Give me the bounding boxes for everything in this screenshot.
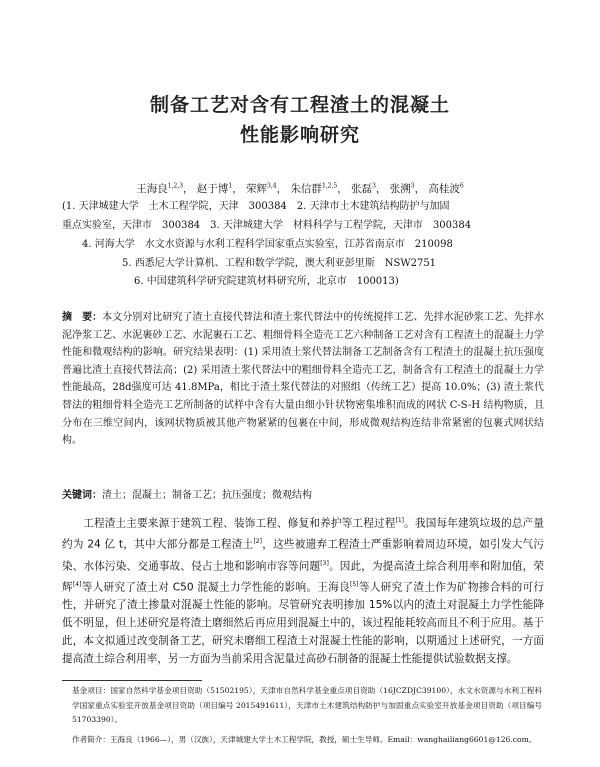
- body-text-segment: 工程渣土主要来源于建筑工程、装饰工程、修复和养护等工程过程: [83, 517, 396, 530]
- affiliation-line: 5. 西悉尼大学计算机、工程和数学学院，澳大利亚彭里斯 NSW2751: [122, 258, 437, 269]
- citation: [3]: [320, 559, 329, 567]
- citation: [2]: [253, 538, 262, 546]
- author-affiliation-mark: 3: [410, 182, 415, 190]
- paper-title-line-1: 制备工艺对含有工程渣土的混凝土: [149, 94, 450, 116]
- body-text-segment: 。我国每年建筑垃圾的总产量约为 24 亿 t，其中大部分都是工程渣土: [62, 517, 545, 551]
- author-name: 王海良: [136, 183, 168, 195]
- funding-footnote: 基金项目：国家自然科学基金项目资助（51502195），天津市自然科学基金重点项目资助（16JCZDJC39100），水文水资源与水利工程科学国家重点实验室开放基金项目资助（项目编号 2015491611），天津市土木建筑结构防护与加固重点实验室开放基金项目资助（项目编号 51703390）。: [72, 686, 542, 724]
- author-affiliation-mark: 1,2,5: [321, 182, 338, 190]
- abstract-text: 本文分别对比研究了渣土直接代替法和渣土浆代替法中的传统搅拌工艺、先拌水泥砂浆工艺、先拌水泥净浆工艺、水泥裹砂工艺、水泥裹石工艺、粗细骨料全造壳工艺六种制备工艺对含有工程渣土的混凝土力学性能和微观结构的影响。研究结果表明：(1) 采用渣土浆代替法制备工艺制备含有工程渣土的混凝土抗压强度普遍比渣土直接代替法高；(2) 采用渣土浆代替法中的粗细骨料全造壳工艺，制备含有工程渣土的混凝土力学性能最高，28d强度可达 41.8MPa，相比于渣土浆代替法的对照组（传统工艺）提高 10.0%；(3) 渣土浆代替法的粗细骨料全造壳工艺所制备的试样中含有大量由细小针状物密集堆积而成的网状 C-S-H 结构物质，且分布在三维空间内，该网状物质被其他产物紧紧的包裹在中间，形成微观结构连结非常紧密的包裹式网状结构。: [62, 312, 545, 447]
- keywords: [62, 486, 544, 501]
- intro-paragraph: [62, 512, 544, 669]
- affiliation-line: 重点实验室，天津市 300384 3. 天津城建大学 材料科学与工程学院，天津市 300384: [62, 220, 472, 231]
- author-name: 高桂波: [428, 183, 460, 195]
- citation: [5]: [350, 580, 359, 588]
- affiliation-line: 6. 中国建筑科学研究院建筑材料研究所，北京市 100013): [134, 276, 399, 287]
- body-text-segment: 等人研究了渣土对 C50 混凝土力学性能的影响。王海良: [81, 581, 351, 594]
- keywords-label: 关键词：: [62, 490, 102, 501]
- author-affiliation-mark: 1: [228, 182, 233, 190]
- body-text-segment: 等人研究了渣土作为矿物掺合料的可行性，并研究了渣土掺量对混凝土性能的影响。尽管研究表明掺加 15%以内的渣土对混凝土力学性能降低不明显，但上述研究是将渣土磨细然后再应用到混凝土中的，该过程能耗较高而且不利于应用。基于此，本文拟通过改变制备工艺，研究未磨细工程渣土对混凝土性能的影响，以期通过上述研究，一方面提高渣土综合利用率，另一方面为当前采用含泥量过高砂石制备的混凝土性能提供试验数据支撑。: [62, 581, 544, 665]
- affiliation-line: (1. 天津城建大学 土木工程学院，天津 300384 2. 天津市土木建筑结构防护与加固: [62, 201, 450, 212]
- author-list: 王海良$^{1,2,3}$， 赵于博$^1$， 荣辉$^{3,4}$， 朱信群$^{1,2,5}$， 张磊$^3$， 张溯$^3$， 高桂波$^6$: [136, 182, 464, 195]
- author-name: 荣辉: [246, 183, 268, 195]
- author-affiliation-mark: 3,4: [267, 182, 277, 190]
- author-name: 张磊: [351, 183, 373, 195]
- abstract: [62, 309, 544, 450]
- author-name: 赵于博: [196, 183, 229, 195]
- citation: [4]: [72, 580, 82, 588]
- abstract-label: 摘 要：: [62, 312, 103, 323]
- keywords-text: 渣土；混凝土；制备工艺；抗压强度；微观结构: [102, 490, 312, 501]
- body-text-segment: 。因此，为提高渣土综合利用率和附加值，荣辉: [62, 560, 545, 594]
- body-text-segment: ，这些被遗弃工程渣土严重影响着周边环境，如引发大气污染、水体污染、交通事故、侵占土地和影响市容等问题: [62, 538, 544, 573]
- author-affiliation-mark: 3: [372, 182, 376, 190]
- paper-title-line-2: 性能影响研究: [239, 124, 360, 146]
- author-footnote: 作者简介：王海良（1966—），男（汉族），天津城建大学土木工程学院，教授，硕士生导师。Email：wanghailiang6601@126.com。: [72, 735, 537, 744]
- author-name: 朱信群: [290, 183, 322, 195]
- author-affiliation-mark: 6: [459, 182, 464, 190]
- author-affiliation-mark: 1,2,3: [167, 182, 184, 190]
- citation: [1]: [395, 517, 404, 524]
- affiliation-line: 4. 河海大学 水文水资源与水利工程科学国家重点实验室，江苏省南京市 210098: [82, 239, 453, 250]
- author-name: 张溯: [389, 183, 411, 195]
- footnote-divider: [62, 680, 202, 681]
